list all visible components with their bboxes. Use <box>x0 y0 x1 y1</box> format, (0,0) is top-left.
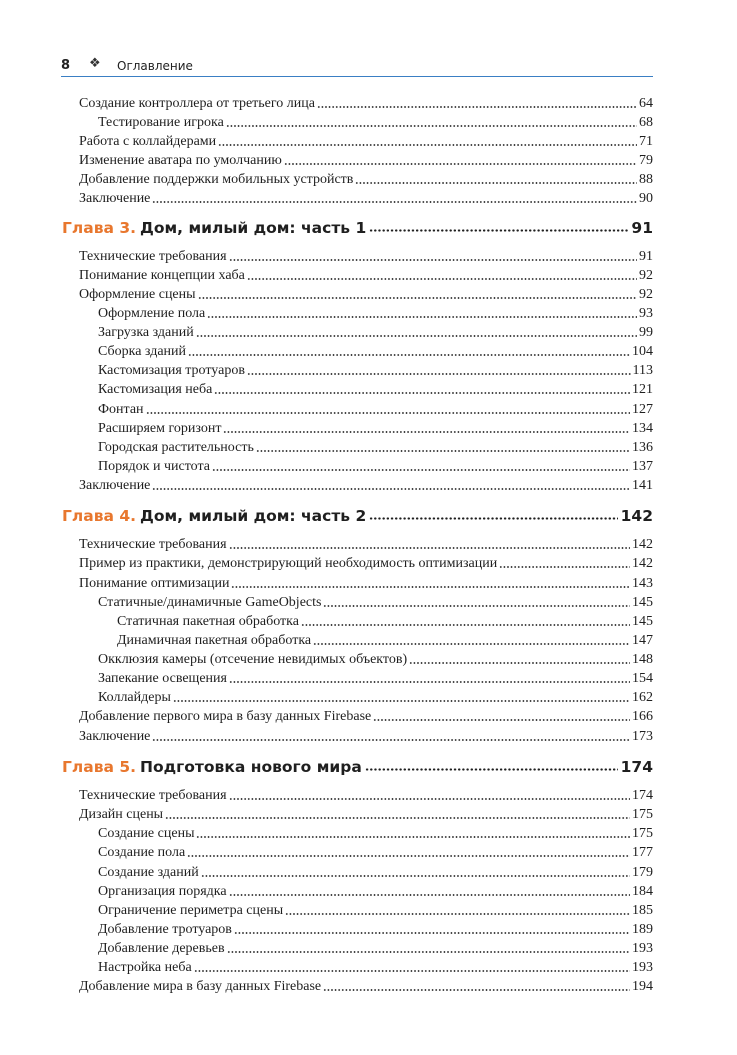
toc-entry <box>79 805 653 823</box>
entry-page-number: 162 <box>632 690 653 705</box>
entry-title: Добавление мира в базу данных Firebase <box>79 979 322 994</box>
toc-entry <box>79 707 653 725</box>
toc-entry <box>117 631 653 649</box>
entry-title: Работа с коллайдерами <box>79 134 217 149</box>
entry-page-number: 134 <box>632 421 653 436</box>
entry-page-number: 142 <box>632 537 653 552</box>
entry-page-number: 93 <box>639 306 653 321</box>
chapter-title: Подготовка нового мира <box>140 758 362 776</box>
chapter-heading <box>62 754 653 776</box>
entry-title: Оформление сцены <box>79 287 196 302</box>
entry-page-number: 64 <box>639 96 653 111</box>
entry-title: Создание пола <box>98 845 186 860</box>
chapter-page-number: 174 <box>620 758 653 776</box>
dot-leader <box>229 547 630 549</box>
entry-page-number: 88 <box>639 172 653 187</box>
dot-leader <box>207 316 637 318</box>
toc-entry <box>98 400 653 418</box>
dot-leader <box>218 144 637 146</box>
dot-leader <box>196 335 637 337</box>
toc-entry <box>98 361 653 379</box>
entry-page-number: 175 <box>632 807 653 822</box>
dot-leader <box>146 412 630 414</box>
dot-leader <box>499 566 630 568</box>
dot-leader <box>223 431 630 433</box>
toc-entry <box>117 612 653 630</box>
entry-page-number: 90 <box>639 191 653 206</box>
entry-page-number: 145 <box>632 614 653 629</box>
dot-leader <box>229 259 637 261</box>
dot-leader <box>229 681 630 683</box>
chapter-heading <box>62 503 653 525</box>
dot-leader <box>229 798 630 800</box>
toc-entry <box>79 266 653 284</box>
toc-entry <box>98 901 653 919</box>
entry-title: Добавление тротуаров <box>98 922 232 937</box>
entry-page-number: 179 <box>632 865 653 880</box>
toc-entry <box>98 342 653 360</box>
toc-entry <box>98 650 653 668</box>
entry-title: Статичные/динамичные GameObjects <box>98 595 322 610</box>
toc-entry <box>98 113 653 131</box>
entry-title: Кастомизация неба <box>98 382 213 397</box>
entry-page-number: 121 <box>632 382 653 397</box>
page-number: 8 <box>61 58 71 73</box>
entry-title: Добавление поддержки мобильных устройств <box>79 172 354 187</box>
toc-entry <box>98 939 653 957</box>
dot-leader <box>323 605 630 607</box>
dot-leader <box>231 586 630 588</box>
dot-leader <box>194 970 630 972</box>
entry-page-number: 137 <box>632 459 653 474</box>
dot-leader <box>187 855 630 857</box>
entry-page-number: 113 <box>632 363 653 378</box>
dot-leader <box>165 817 630 819</box>
entry-title: Ограничение периметра сцены <box>98 903 284 918</box>
entry-title: Дизайн сцены <box>79 807 164 822</box>
dot-leader <box>214 392 630 394</box>
dot-leader <box>229 894 630 896</box>
entry-title: Заключение <box>79 478 151 493</box>
entry-page-number: 92 <box>639 287 653 302</box>
dot-leader <box>301 624 630 626</box>
entry-page-number: 189 <box>632 922 653 937</box>
dot-leader <box>227 951 630 953</box>
toc-entry <box>79 132 653 150</box>
entry-title: Создание контроллера от третьего лица <box>79 96 315 111</box>
entry-title: Окклюзия камеры (отсечение невидимых объектов) <box>98 652 408 667</box>
entry-title: Технические требования <box>79 788 227 803</box>
entry-title: Порядок и чистота <box>98 459 210 474</box>
entry-title: Изменение аватара по умолчанию <box>79 153 282 168</box>
entry-title: Сборка зданий <box>98 344 187 359</box>
page-header <box>61 56 653 77</box>
dot-leader <box>212 469 630 471</box>
toc-entry <box>98 843 653 861</box>
entry-page-number: 173 <box>632 729 653 744</box>
chapter-title: Дом, милый дом: часть 1 <box>140 219 367 237</box>
entry-title: Создание зданий <box>98 865 199 880</box>
toc-entry <box>98 438 653 456</box>
toc-entry <box>98 669 653 687</box>
chapter-label: Глава 3. <box>62 219 137 237</box>
entry-title: Динамичная пакетная обработка <box>117 633 312 648</box>
dot-leader <box>369 517 617 520</box>
toc-entry <box>98 958 653 976</box>
entry-title: Фонтан <box>98 402 144 417</box>
entry-page-number: 166 <box>632 709 653 724</box>
chapter-title: Дом, милый дом: часть 2 <box>140 507 367 525</box>
dot-leader <box>198 297 637 299</box>
running-title: Оглавление <box>117 59 193 73</box>
entry-title: Запекание освещения <box>98 671 227 686</box>
dot-leader <box>152 201 637 203</box>
entry-title: Загрузка зданий <box>98 325 194 340</box>
entry-page-number: 136 <box>632 440 653 455</box>
dot-leader <box>226 125 637 127</box>
entry-page-number: 194 <box>632 979 653 994</box>
entry-page-number: 92 <box>639 268 653 283</box>
toc-entry <box>79 554 653 572</box>
dot-leader <box>188 354 630 356</box>
dot-leader <box>323 989 630 991</box>
entry-page-number: 143 <box>632 576 653 591</box>
toc-entry <box>79 189 653 207</box>
dot-leader <box>234 932 630 934</box>
toc-entry <box>79 247 653 265</box>
entry-page-number: 175 <box>632 826 653 841</box>
toc-entry <box>98 304 653 322</box>
entry-page-number: 154 <box>632 671 653 686</box>
entry-page-number: 104 <box>632 344 653 359</box>
dot-leader <box>317 106 637 108</box>
entry-page-number: 148 <box>632 652 653 667</box>
entry-title: Добавление первого мира в базу данных Firebase <box>79 709 372 724</box>
entry-title: Оформление пола <box>98 306 206 321</box>
dot-leader <box>247 373 631 375</box>
dot-leader <box>152 739 630 741</box>
toc-entry <box>79 285 653 303</box>
toc-entry <box>98 323 653 341</box>
ornament-icon: ❖ <box>89 56 101 71</box>
entry-page-number: 142 <box>632 556 653 571</box>
entry-title: Коллайдеры <box>98 690 171 705</box>
toc-entry <box>79 151 653 169</box>
dot-leader <box>256 450 630 452</box>
entry-page-number: 147 <box>632 633 653 648</box>
entry-title: Заключение <box>79 729 151 744</box>
entry-page-number: 184 <box>632 884 653 899</box>
entry-title: Статичная пакетная обработка <box>117 614 299 629</box>
toc-entry <box>98 593 653 611</box>
entry-page-number: 68 <box>639 115 653 130</box>
toc-entry <box>79 170 653 188</box>
dot-leader <box>284 163 637 165</box>
dot-leader <box>369 229 628 232</box>
entry-title: Технические требования <box>79 537 227 552</box>
entry-page-number: 185 <box>632 903 653 918</box>
toc-entry <box>98 863 653 881</box>
toc-entry <box>79 786 653 804</box>
toc-entry <box>98 419 653 437</box>
toc-entry <box>98 457 653 475</box>
dot-leader <box>365 768 618 771</box>
entry-title: Тестирование игрока <box>98 115 224 130</box>
entry-title: Настройка неба <box>98 960 192 975</box>
chapter-label: Глава 4. <box>62 507 137 525</box>
entry-title: Организация порядка <box>98 884 227 899</box>
toc-entry <box>79 977 653 995</box>
entry-page-number: 99 <box>639 325 653 340</box>
toc-entry <box>98 824 653 842</box>
entry-page-number: 91 <box>639 249 653 264</box>
dot-leader <box>201 875 630 877</box>
toc-entry <box>79 727 653 745</box>
entry-page-number: 193 <box>632 941 653 956</box>
toc-entry <box>98 882 653 900</box>
chapter-page-number: 142 <box>620 507 653 525</box>
dot-leader <box>373 719 630 721</box>
entry-page-number: 71 <box>639 134 653 149</box>
dot-leader <box>285 913 630 915</box>
entry-page-number: 145 <box>632 595 653 610</box>
toc-entry <box>79 535 653 553</box>
toc-entry <box>79 574 653 592</box>
entry-title: Понимание оптимизации <box>79 576 230 591</box>
entry-title: Добавление деревьев <box>98 941 225 956</box>
dot-leader <box>355 182 637 184</box>
entry-page-number: 141 <box>632 478 653 493</box>
toc-entry <box>79 476 653 494</box>
entry-title: Пример из практики, демонстрирующий необходимость оптимизации <box>79 556 498 571</box>
entry-page-number: 193 <box>632 960 653 975</box>
toc-entry <box>98 688 653 706</box>
entry-title: Кастомизация тротуаров <box>98 363 245 378</box>
entry-page-number: 127 <box>632 402 653 417</box>
entry-title: Понимание концепции хаба <box>79 268 245 283</box>
toc-entry <box>98 920 653 938</box>
dot-leader <box>152 488 630 490</box>
entry-title: Расширяем горизонт <box>98 421 222 436</box>
entry-page-number: 177 <box>632 845 653 860</box>
dot-leader <box>409 662 630 664</box>
entry-title: Городская растительность <box>98 440 254 455</box>
entry-title: Технические требования <box>79 249 227 264</box>
chapter-page-number: 91 <box>631 219 653 237</box>
entry-title: Заключение <box>79 191 151 206</box>
toc-entry <box>79 94 653 112</box>
dot-leader <box>247 278 637 280</box>
entry-page-number: 174 <box>632 788 653 803</box>
dot-leader <box>313 643 630 645</box>
entry-page-number: 79 <box>639 153 653 168</box>
chapter-heading <box>62 215 653 237</box>
dot-leader <box>196 836 630 838</box>
chapter-label: Глава 5. <box>62 758 137 776</box>
toc-entry <box>98 380 653 398</box>
entry-title: Создание сцены <box>98 826 195 841</box>
dot-leader <box>173 700 630 702</box>
